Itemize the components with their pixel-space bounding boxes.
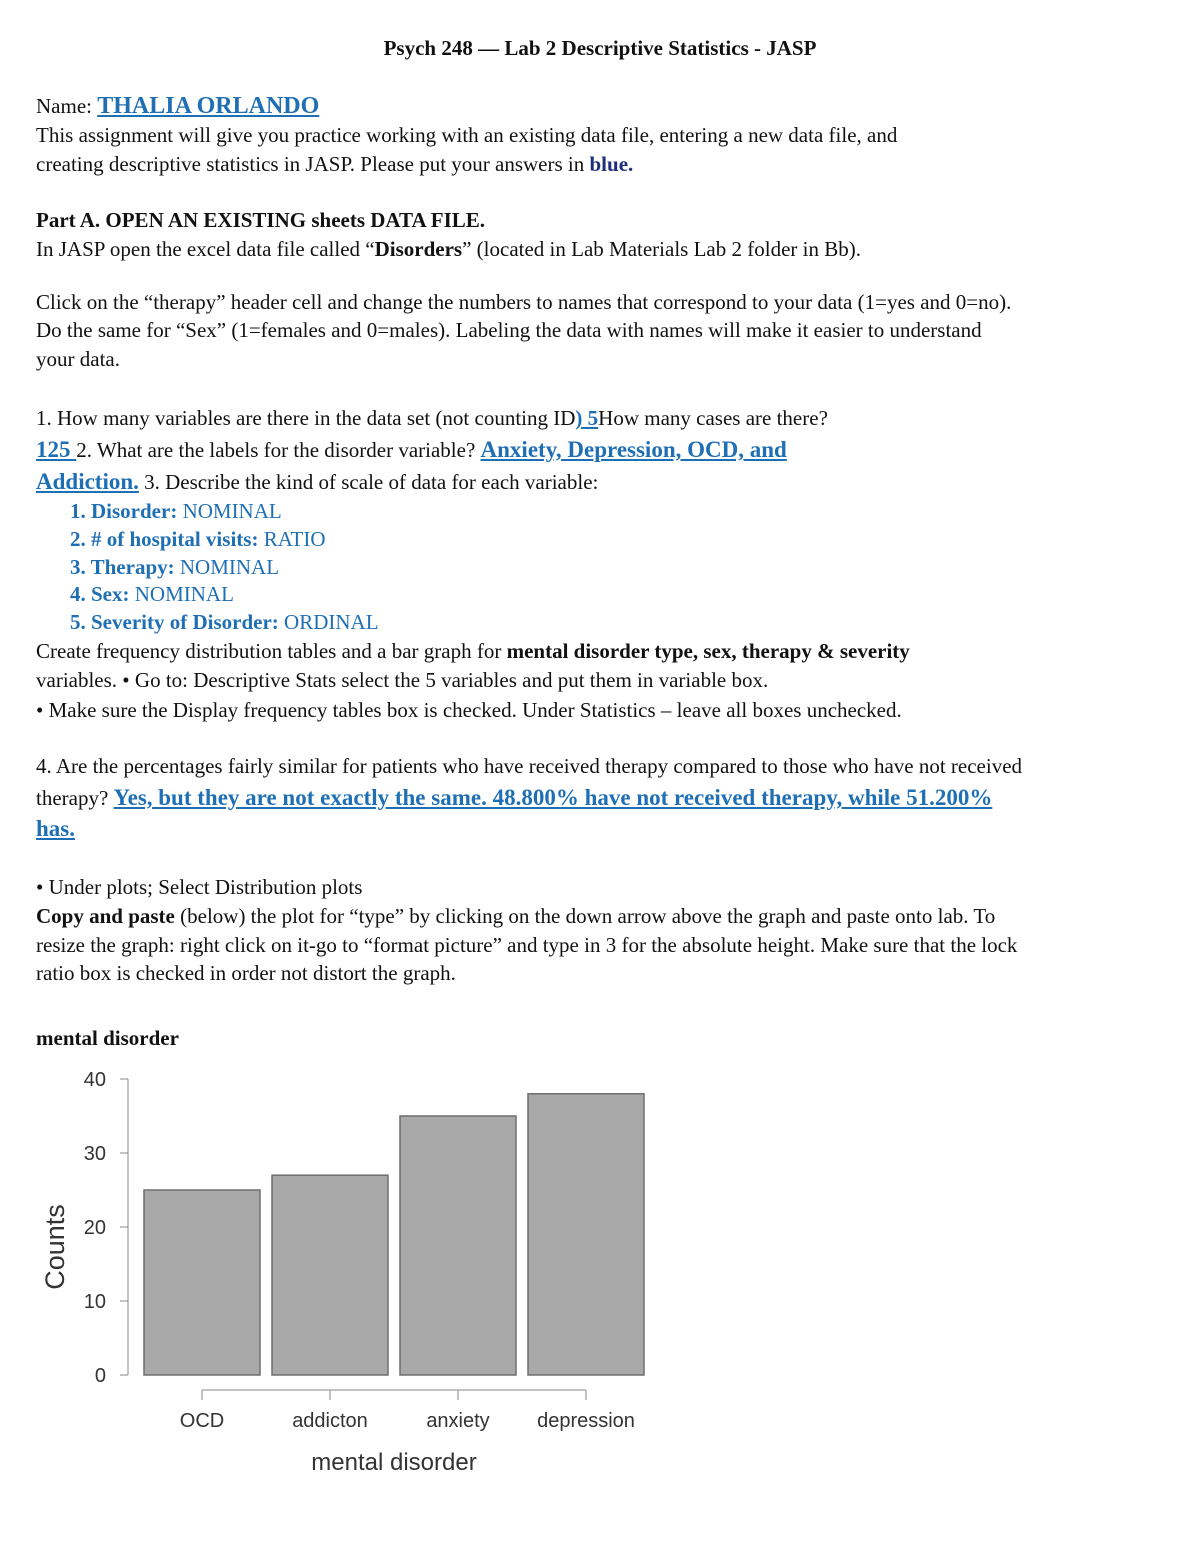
copy-instruction-3: ratio box is checked in order not distort the graph. bbox=[36, 961, 456, 985]
blue-keyword: blue. bbox=[589, 152, 634, 176]
x-tick-label: anxiety bbox=[426, 1410, 490, 1432]
click-instruction-1: Click on the “therapy” header cell and change the numbers to names that correspond to your data (1=yes and 0=no). bbox=[36, 290, 1012, 314]
answer-variables: ) 5 bbox=[575, 406, 599, 430]
bar bbox=[528, 1094, 644, 1375]
y-tick-label: 30 bbox=[83, 1143, 106, 1165]
scale-item: 5. Severity of Disorder: ORDINAL bbox=[70, 610, 379, 634]
intro-text-2: creating descriptive statistics in JASP. Please put your answers in blue. bbox=[36, 152, 634, 176]
copy-instruction-2: resize the graph: right click on it-go to “format picture” and type in 3 for the absolute height. Make sure that the lock bbox=[36, 933, 1018, 957]
answer-cases: 125 bbox=[36, 437, 77, 462]
x-axis-title: mental disorder bbox=[311, 1449, 477, 1476]
question-1: 1. How many variables are there in the data set (not counting ID) 5How many cases are there? bbox=[36, 406, 828, 430]
answer-therapy: Yes, but they are not exactly the same. 48.800% have not received therapy, while 51.200% bbox=[113, 785, 993, 810]
y-tick-label: 20 bbox=[83, 1217, 106, 1239]
chart-heading: mental disorder bbox=[36, 1026, 179, 1050]
part-a-heading: Part A. OPEN AN EXISTING sheets DATA FILE. bbox=[36, 208, 486, 232]
name-line bbox=[36, 92, 319, 120]
x-tick-label: addicton bbox=[292, 1410, 368, 1432]
question-4: 4. Are the percentages fairly similar for patients who have received therapy compared to those who have not received bbox=[36, 754, 1023, 778]
answer-labels: Anxiety, Depression, OCD, and bbox=[480, 437, 787, 462]
y-tick-label: 0 bbox=[94, 1365, 106, 1387]
scale-item: 3. Therapy: NOMINAL bbox=[70, 555, 280, 579]
part-a-instruction: In JASP open the excel data file called “Disorders” (located in Lab Materials Lab 2 folder in Bb). bbox=[36, 237, 861, 261]
x-tick-label: OCD bbox=[179, 1410, 225, 1432]
scale-item: 4. Sex: NOMINAL bbox=[70, 582, 234, 606]
bar bbox=[144, 1190, 260, 1375]
name-label: Name: bbox=[36, 94, 98, 118]
question-4-cont: therapy? Yes, but they are not exactly the same. 48.800% have not received therapy, while 51.200% bbox=[36, 785, 993, 810]
question-4-answer-cont: has. bbox=[36, 816, 75, 841]
question-2: 125 2. What are the labels for the disorder variable? Anxiety, Depression, OCD, and bbox=[36, 437, 787, 462]
student-name: THALIA ORLANDO bbox=[97, 93, 320, 119]
scale-item: 2. # of hospital visits: RATIO bbox=[70, 527, 326, 551]
page-title: Psych 248 — Lab 2 Descriptive Statistics - JASP bbox=[383, 36, 817, 60]
click-instruction-2: Do the same for “Sex” (1=females and 0=males). Labeling the data with names will make it easier to understand bbox=[36, 318, 982, 342]
bar-chart bbox=[36, 1060, 676, 1480]
question-3: Addiction. 3. Describe the kind of scale of data for each variable: bbox=[36, 469, 599, 494]
create-instruction-3: • Make sure the Display frequency tables box is checked. Under Statistics – leave all boxes unchecked. bbox=[36, 698, 902, 722]
plots-instruction: • Under plots; Select Distribution plots bbox=[36, 875, 363, 899]
bar bbox=[400, 1116, 516, 1375]
answer-labels-cont: Addiction. bbox=[36, 469, 139, 494]
intro-text: This assignment will give you practice working with an existing data file, entering a new data file, and bbox=[36, 123, 898, 147]
bar bbox=[272, 1175, 388, 1375]
y-tick-label: 40 bbox=[83, 1069, 106, 1091]
y-axis-title: Counts bbox=[40, 1204, 70, 1290]
copy-instruction-1: Copy and paste (below) the plot for “type” by clicking on the down arrow above the graph and paste onto lab. To bbox=[36, 904, 996, 928]
create-instruction-1: Create frequency distribution tables and a bar graph for mental disorder type, sex, therapy & severity bbox=[36, 639, 910, 663]
y-tick-label: 10 bbox=[83, 1291, 106, 1313]
scale-item: 1. Disorder: NOMINAL bbox=[70, 499, 282, 523]
create-instruction-2: variables. • Go to: Descriptive Stats select the 5 variables and put them in variable box. bbox=[36, 668, 769, 692]
click-instruction-3: your data. bbox=[36, 347, 120, 371]
x-tick-label: depression bbox=[537, 1410, 635, 1432]
